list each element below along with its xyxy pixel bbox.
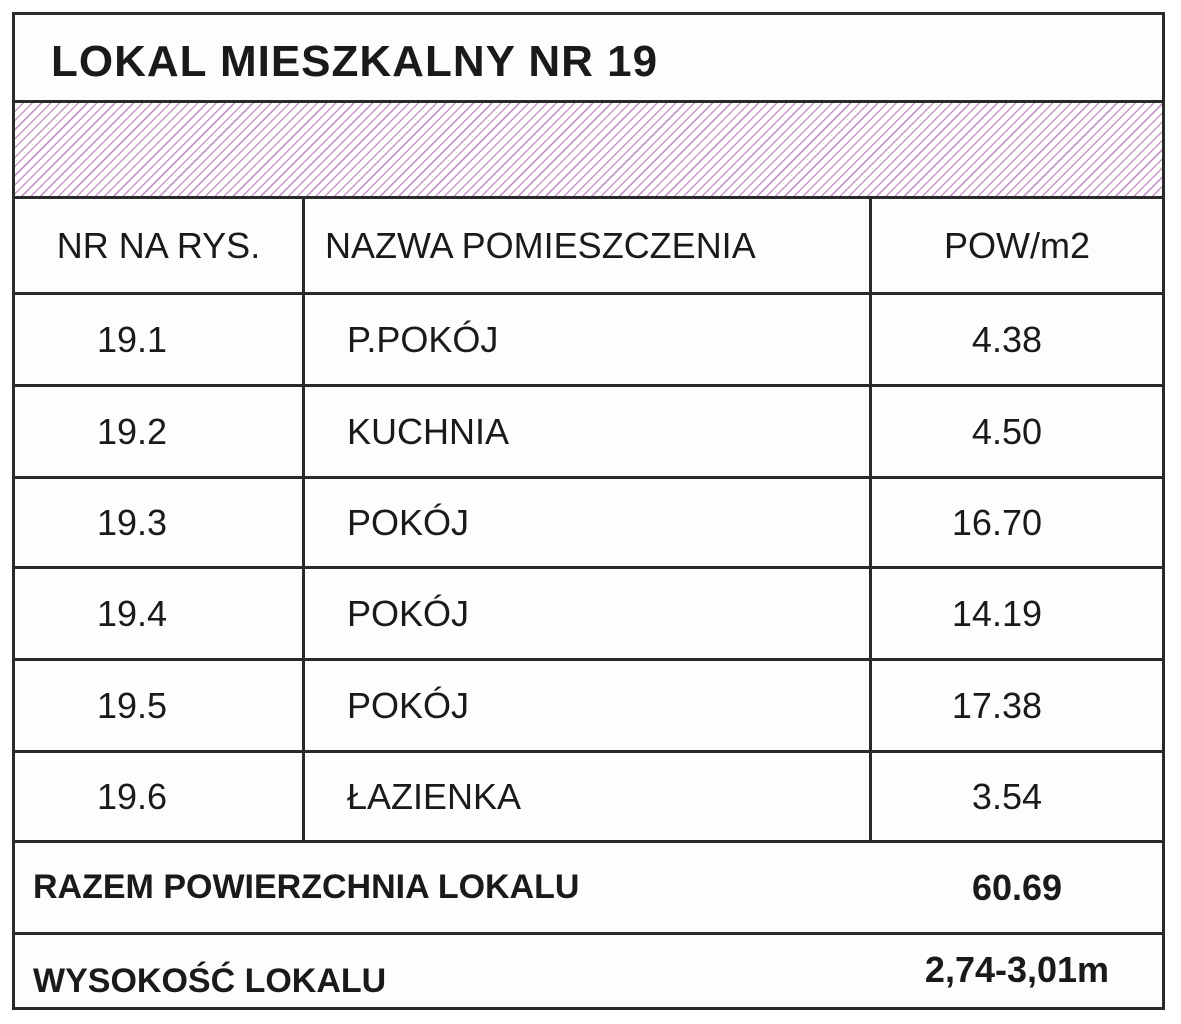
room-area: 14.19	[951, 592, 1042, 634]
room-area: 16.70	[951, 501, 1042, 543]
table-row	[15, 295, 1162, 387]
table-row	[15, 661, 1162, 753]
header-name: NAZWA POMIESZCZENIA	[305, 199, 872, 292]
header-number: NR NA RYS.	[15, 199, 305, 292]
header-area: POW/m2	[943, 224, 1090, 266]
table-row	[15, 479, 1162, 569]
room-name: P.POKÓJ	[305, 295, 872, 384]
room-area-table	[12, 12, 1165, 1010]
header-row	[15, 199, 1162, 295]
table-row	[15, 387, 1162, 479]
height-label: WYSOKOŚĆ LOKALU	[33, 962, 387, 1000]
room-number: 19.4	[15, 569, 305, 658]
total-value: 60.69	[971, 866, 1063, 908]
total-row	[15, 843, 1162, 935]
table-row	[15, 753, 1162, 843]
table-row	[15, 569, 1162, 661]
room-number: 19.3	[15, 479, 305, 566]
height-row	[15, 935, 1162, 1013]
room-area: 17.38	[951, 684, 1042, 726]
room-number: 19.6	[15, 753, 305, 840]
room-area: 3.54	[971, 775, 1042, 817]
room-number: 19.2	[15, 387, 305, 476]
height-value: 2,74-3,01m	[924, 949, 1110, 990]
table-title: LOKAL MIESZKALNY NR 19	[51, 37, 659, 86]
room-area: 4.50	[971, 410, 1042, 452]
total-label: RAZEM POWIERZCHNIA LOKALU	[33, 868, 580, 906]
room-name: POKÓJ	[305, 479, 872, 566]
room-number: 19.5	[15, 661, 305, 750]
title-row	[15, 15, 1162, 103]
room-name: ŁAZIENKA	[305, 753, 872, 840]
room-area: 4.38	[971, 318, 1042, 360]
room-name: KUCHNIA	[305, 387, 872, 476]
room-name: POKÓJ	[305, 661, 872, 750]
hatched-band	[15, 103, 1162, 199]
room-name: POKÓJ	[305, 569, 872, 658]
room-number: 19.1	[15, 295, 305, 384]
